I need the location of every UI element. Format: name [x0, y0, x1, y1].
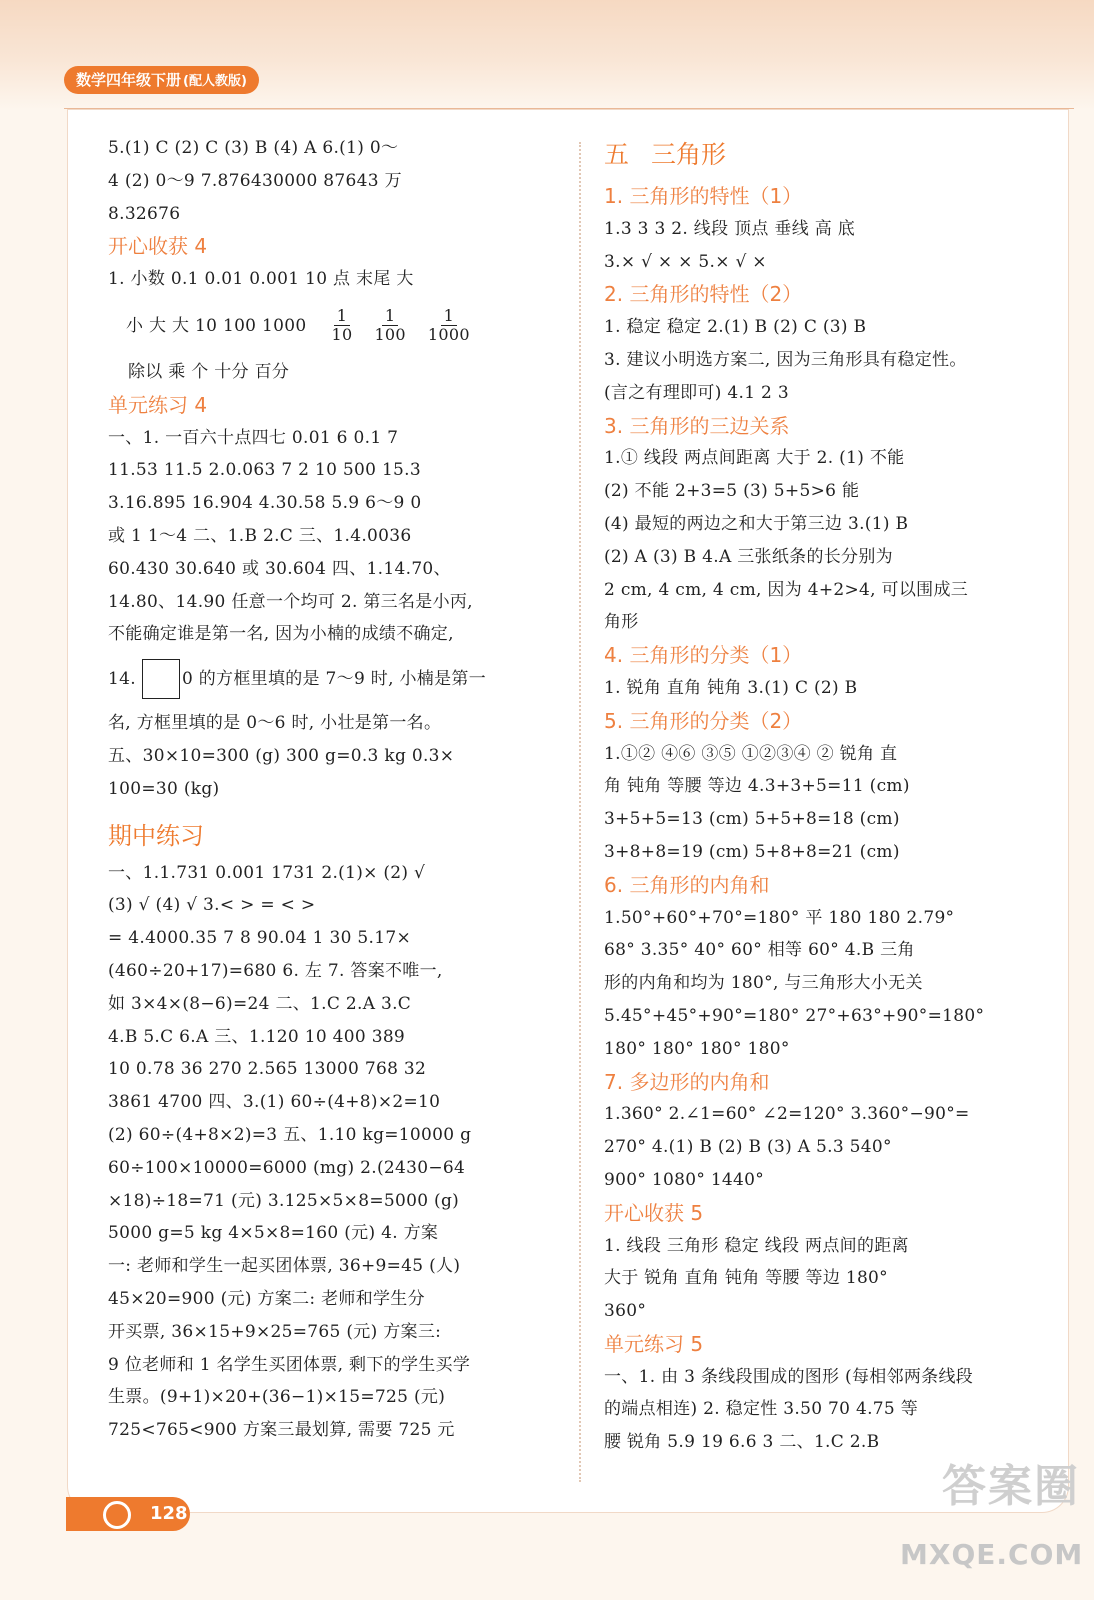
answer-line: 10 0.78 36 270 2.565 13000 768 32: [108, 1059, 427, 1080]
answer-line: 一、1.1.731 0.001 1731 2.(1)× (2) √: [108, 862, 426, 883]
answer-line: 5.45°+45°+90°=180° 27°+63°+90°=180°: [604, 1005, 985, 1026]
answer-line: 一、1. 一百六十点四七 0.01 6 0.1 7: [108, 427, 399, 448]
column-divider: [579, 142, 581, 1482]
answer-line: 1.3 3 3 2. 线段 顶点 垂线 高 底: [604, 218, 856, 239]
answer-line: (言之有理即可) 4.1 2 3: [604, 382, 789, 403]
answer-line: 3+5+5=13 (cm) 5+5+8=18 (cm): [604, 809, 900, 830]
answer-line: 725<765<900 方案三最划算, 需要 725 元: [108, 1420, 455, 1441]
answer-line: 五、30×10=300 (g) 300 g=0.3 kg 0.3×: [108, 745, 455, 766]
section-heading: 4. 三角形的分类（1）: [604, 643, 803, 668]
answer-line: 或 1 1～4 二、1.B 2.C 三、1.4.0036: [108, 525, 412, 546]
answer-line: 一、1. 由 3 条线段围成的图形 (每相邻两条线段: [604, 1366, 974, 1387]
answer-line: 1. 线段 三角形 稳定 线段 两点间的距离: [604, 1235, 909, 1256]
answer-line: 除以 乘 个 十分 百分: [128, 361, 290, 382]
answer-line: (2) 60÷(4+8×2)=3 五、1.10 kg=10000 g: [108, 1124, 472, 1145]
chapter-title: 三角形: [651, 140, 727, 169]
answer-line: 1.50°+60°+70°=180° 平 180 180 2.79°: [604, 907, 955, 928]
answer-line: 生票。(9+1)×20+(36−1)×15=725 (元): [108, 1387, 446, 1408]
watermark-url: MXQE.COM: [900, 1538, 1084, 1571]
left-column: [108, 132, 548, 1447]
answer-line: 3. 建议小明选方案二, 因为三角形具有稳定性。: [604, 349, 967, 370]
section-heading: 7. 多边形的内角和: [604, 1069, 770, 1094]
answer-line: 不能确定谁是第一名, 因为小楠的成绩不确定,: [108, 624, 454, 645]
chapter-heading: [604, 132, 1044, 178]
answer-text: 小 大 大 10 100 1000: [126, 315, 307, 336]
answer-line: 1. 小数 0.1 0.01 0.001 10 点 末尾 大: [108, 269, 414, 290]
header-rule: [64, 108, 1074, 109]
section-heading: 3. 三角形的三边关系: [604, 413, 790, 438]
answer-line: 1. 锐角 直角 钝角 3.(1) C (2) B: [604, 677, 858, 698]
answer-line: 的端点相连) 2. 稳定性 3.50 70 4.75 等: [604, 1399, 919, 1420]
answer-line: 形的内角和均为 180°, 与三角形大小无关: [604, 973, 923, 994]
answer-line: 名, 方框里填的是 0～6 时, 小壮是第一名。: [108, 713, 442, 734]
answer-line: 3+8+8=19 (cm) 5+8+8=21 (cm): [604, 841, 900, 862]
page-number: 128: [150, 1503, 188, 1524]
answer-line: 2 cm, 4 cm, 4 cm, 因为 4+2>4, 可以围成三: [604, 579, 969, 600]
answer-line: 如 3×4×(8−6)=24 二、1.C 2.A 3.C: [108, 993, 412, 1014]
section-heading: 开心收获 5: [604, 1200, 704, 1225]
answer-line: 开买票, 36×15+9×25=765 (元) 方案三:: [108, 1321, 442, 1342]
answer-line: 3.16.895 16.904 4.30.58 5.9 6～9 0: [108, 493, 422, 514]
blank-box: [142, 659, 180, 699]
answer-line: 45×20=900 (元) 方案二: 老师和学生分: [108, 1288, 425, 1309]
answer-line: 14.80、14.90 任意一个均可 2. 第三名是小丙,: [108, 591, 473, 612]
section-heading: 2. 三角形的特性（2）: [604, 282, 803, 307]
section-heading-qzlx: 期中练习: [108, 821, 204, 850]
answer-line: 60÷100×10000=6000 (mg) 2.(2430−64: [108, 1157, 466, 1178]
fraction-line: [108, 296, 548, 356]
answer-line: (2) A (3) B 4.A 三张纸条的长分别为: [604, 546, 893, 567]
book-title-tag: [64, 66, 259, 94]
answer-line: 3.× √ × × 5.× √ ×: [604, 251, 767, 272]
section-heading: 5. 三角形的分类（2）: [604, 708, 803, 733]
answer-line: 一: 老师和学生一起买团体票, 36+9=45 (人): [108, 1256, 461, 1277]
right-column: [604, 132, 1044, 1459]
answer-line: ×18)÷18=71 (元) 3.125×5×8=5000 (g): [108, 1190, 460, 1211]
answer-text: 0 的方框里填的是 7～9 时, 小楠是第一: [181, 668, 487, 689]
fraction: [425, 307, 473, 344]
section-heading: 单元练习 5: [604, 1331, 704, 1356]
fraction-denominator: 100: [374, 325, 406, 345]
book-title: 数学四年级下册: [76, 71, 182, 89]
answer-line: 270° 4.(1) B (2) B (3) A 5.3 540°: [604, 1137, 892, 1158]
answer-line: 1.①② ④⑥ ③⑤ ①②③④ ② 锐角 直: [604, 743, 898, 764]
answer-line: (2) 不能 2+3=5 (3) 5+5>6 能: [604, 481, 860, 502]
fraction-denominator: 10: [331, 325, 353, 345]
answer-line: 4 (2) 0～9 7.876430000 87643 万: [108, 170, 402, 191]
answer-line: = 4.4000.35 7 8 90.04 1 30 5.17×: [108, 928, 412, 949]
answer-line: 腰 锐角 5.9 19 6.6 3 二、1.C 2.B: [604, 1432, 880, 1453]
answer-line: 900° 1080° 1440°: [604, 1169, 765, 1190]
answer-line: 1.360° 2.∠1=60° ∠2=120° 3.360°−90°=: [604, 1104, 970, 1125]
watermark-logo: 答案圈: [942, 1461, 1080, 1512]
answer-line: 60.430 30.640 或 30.604 四、1.14.70、: [108, 558, 451, 579]
ring-icon: [103, 1501, 131, 1529]
answer-line: 180° 180° 180° 180°: [604, 1038, 790, 1059]
answer-line: 大于 锐角 直角 钝角 等腰 等边 180°: [604, 1268, 888, 1289]
chapter-number: 五: [604, 140, 630, 169]
answer-line: (3) √ (4) √ 3.< > = < >: [108, 895, 316, 916]
answer-line: 8.32676: [108, 203, 181, 224]
answer-line: 角形: [604, 612, 639, 633]
answer-line: 5.(1) C (2) C (3) B (4) A 6.(1) 0～: [108, 138, 399, 158]
answer-line: 360°: [604, 1301, 647, 1322]
fraction-numerator: 1: [382, 307, 398, 326]
fraction: [328, 307, 355, 344]
answer-line: 5000 g=5 kg 4×5×8=160 (元) 4. 方案: [108, 1223, 439, 1244]
section-heading: 6. 三角形的内角和: [604, 872, 770, 897]
answer-line: 100=30 (kg): [108, 778, 220, 799]
fraction-numerator: 1: [334, 307, 350, 326]
answer-line: 3861 4700 四、3.(1) 60÷(4+8)×2=10: [108, 1092, 441, 1113]
answer-line: (460÷20+17)=680 6. 左 7. 答案不唯一,: [108, 960, 443, 981]
answer-line: 9 位老师和 1 名学生买团体票, 剩下的学生买学: [108, 1354, 471, 1375]
fraction-denominator: 1000: [427, 325, 470, 345]
answer-line: 角 钝角 等腰 等边 4.3+3+5=11 (cm): [604, 776, 910, 797]
answer-line: 1. 稳定 稳定 2.(1) B (2) C (3) B: [604, 317, 867, 338]
answer-line-with-box: [108, 651, 548, 707]
answer-line: 11.53 11.5 2.0.063 7 2 10 500 15.3: [108, 460, 421, 481]
answer-text: 14.: [108, 668, 136, 689]
book-edition: (配人教版): [183, 74, 247, 89]
fraction-numerator: 1: [441, 307, 457, 326]
fraction: [371, 307, 408, 344]
answer-line: (4) 最短的两边之和大于第三边 3.(1) B: [604, 513, 909, 534]
answer-line: 68° 3.35° 40° 60° 相等 60° 4.B 三角: [604, 940, 915, 961]
section-heading: 1. 三角形的特性（1）: [604, 184, 803, 208]
answer-line: 4.B 5.C 6.A 三、1.120 10 400 389: [108, 1026, 406, 1047]
answer-line: 1.① 线段 两点间距离 大于 2. (1) 不能: [604, 448, 905, 469]
section-heading-kxsh4: 开心收获 4: [108, 234, 208, 259]
section-heading-dylx4: 单元练习 4: [108, 392, 208, 417]
